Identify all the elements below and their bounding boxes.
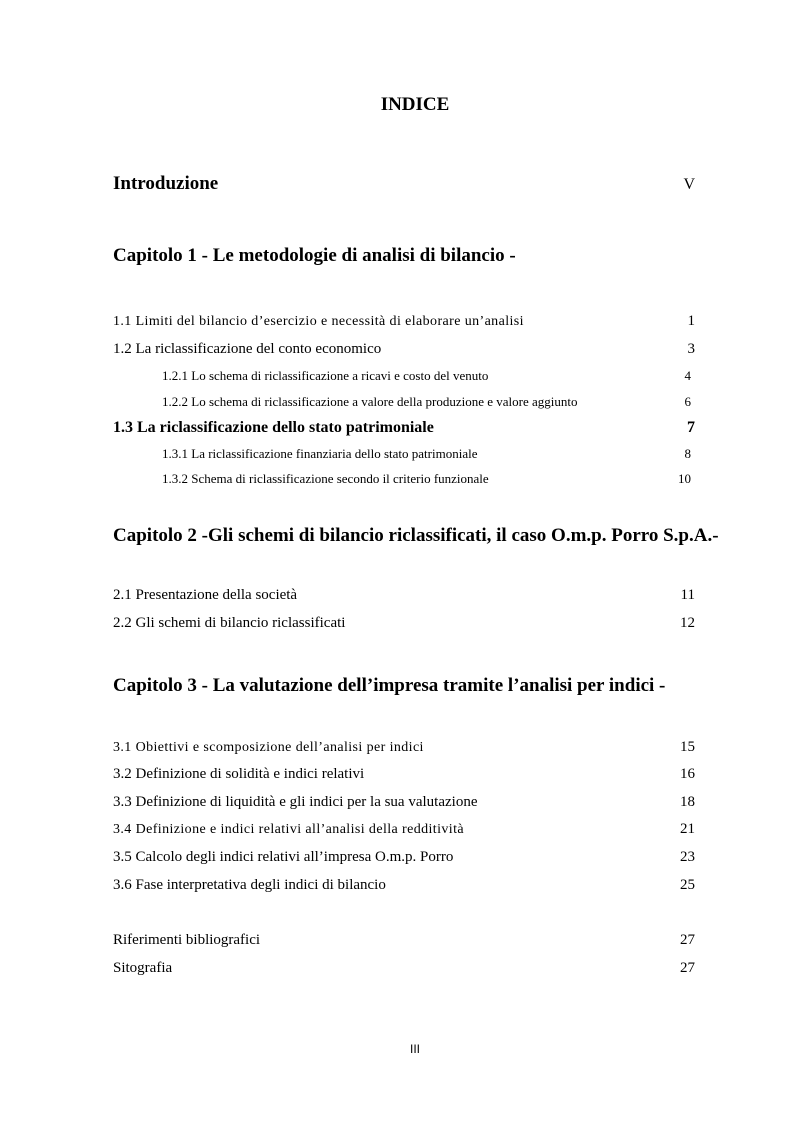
toc-entry-1-2-2[interactable]: [162, 394, 691, 414]
toc-entry-1-3-2[interactable]: [162, 471, 691, 491]
toc-entry-2-1[interactable]: [113, 587, 695, 607]
toc-entry-label: 1.1 Limiti del bilancio d’esercizio e necessità di elaborare un’analisi: [113, 314, 524, 329]
toc-entry-page: 6: [684, 394, 691, 409]
toc-entry-label: 1.3.2 Schema di riclassificazione secondo il criterio funzionale: [162, 471, 489, 486]
toc-entry-2-2[interactable]: [113, 615, 695, 635]
toc-entry-3-2[interactable]: [113, 766, 695, 786]
toc-entry-label: 3.4 Definizione e indici relativi all’analisi della redditività: [113, 822, 464, 837]
toc-entry-3-4[interactable]: [113, 821, 695, 841]
toc-entry-label: 3.3 Definizione di liquidità e gli indici per la sua valutazione: [113, 794, 478, 810]
toc-entry-page: 12: [680, 615, 695, 631]
toc-entry-label: 2.2 Gli schemi di bilancio riclassificati: [113, 615, 346, 631]
toc-entry-bibliography[interactable]: [113, 932, 695, 952]
toc-entry-page: 21: [680, 821, 695, 837]
page-title: INDICE: [380, 94, 450, 115]
toc-entry-page: 16: [680, 766, 695, 782]
toc-entry-label: 1.3 La riclassificazione dello stato patrimoniale: [113, 419, 434, 436]
toc-entry-1-3[interactable]: [113, 419, 695, 439]
chapter-1-heading[interactable]: Capitolo 1 - Le metodologie di analisi di bilancio -: [113, 245, 516, 266]
toc-entry-label: 3.5 Calcolo degli indici relativi all’impresa O.m.p. Porro: [113, 849, 454, 865]
toc-entry-label: 1.2 La riclassificazione del conto economico: [113, 341, 382, 357]
toc-entry-label: Sitografia: [113, 960, 173, 976]
toc-entry-1-3-1[interactable]: [162, 446, 691, 466]
toc-entry-label: 3.6 Fase interpretativa degli indici di bilancio: [113, 877, 386, 893]
toc-entry-introduzione[interactable]: [113, 173, 695, 193]
toc-entry-page: 15: [680, 739, 695, 755]
toc-entry-label: Introduzione: [113, 173, 219, 194]
toc-entry-label: 2.1 Presentazione della società: [113, 587, 298, 603]
toc-entry-page: 10: [678, 471, 691, 486]
toc-entry-page: 1: [687, 313, 695, 329]
chapter-3-heading[interactable]: Capitolo 3 - La valutazione dell’impresa tramite l’analisi per indici -: [113, 675, 666, 696]
toc-entry-3-6[interactable]: [113, 877, 695, 897]
toc-entry-page: 3: [687, 341, 695, 357]
toc-entry-page: 8: [684, 446, 691, 461]
toc-entry-1-2-1[interactable]: [162, 368, 691, 388]
toc-entry-label: 3.2 Definizione di solidità e indici relativi: [113, 766, 365, 782]
toc-entry-page: 27: [680, 932, 695, 948]
toc-entry-label: 1.3.1 La riclassificazione finanziaria dello stato patrimoniale: [162, 446, 478, 461]
toc-entry-3-1[interactable]: [113, 739, 695, 759]
toc-entry-sitography[interactable]: [113, 960, 695, 980]
toc-entry-page: 27: [680, 960, 695, 976]
toc-entry-label: 3.1 Obiettivi e scomposizione dell’analisi per indici: [113, 740, 424, 755]
toc-entry-3-3[interactable]: [113, 794, 695, 814]
toc-entry-page: 4: [684, 368, 691, 383]
toc-entry-1-1[interactable]: [113, 313, 695, 333]
toc-entry-page: 23: [680, 849, 695, 865]
toc-entry-page: V: [683, 176, 695, 193]
toc-entry-page: 25: [680, 877, 695, 893]
toc-entry-page: 11: [680, 587, 695, 603]
chapter-2-heading[interactable]: Capitolo 2 -Gli schemi di bilancio riclassificati, il caso O.m.p. Porro S.p.A.-: [113, 525, 719, 546]
toc-entry-page: 7: [687, 419, 695, 436]
toc-entry-label: 1.2.2 Lo schema di riclassificazione a valore della produzione e valore aggiunto: [162, 394, 578, 409]
toc-entry-3-5[interactable]: [113, 849, 695, 869]
toc-entry-label: Riferimenti bibliografici: [113, 932, 261, 948]
toc-entry-label: 1.2.1 Lo schema di riclassificazione a ricavi e costo del venuto: [162, 368, 489, 383]
toc-entry-page: 18: [680, 794, 695, 810]
page-number: III: [409, 1042, 420, 1056]
toc-entry-1-2[interactable]: [113, 341, 695, 361]
